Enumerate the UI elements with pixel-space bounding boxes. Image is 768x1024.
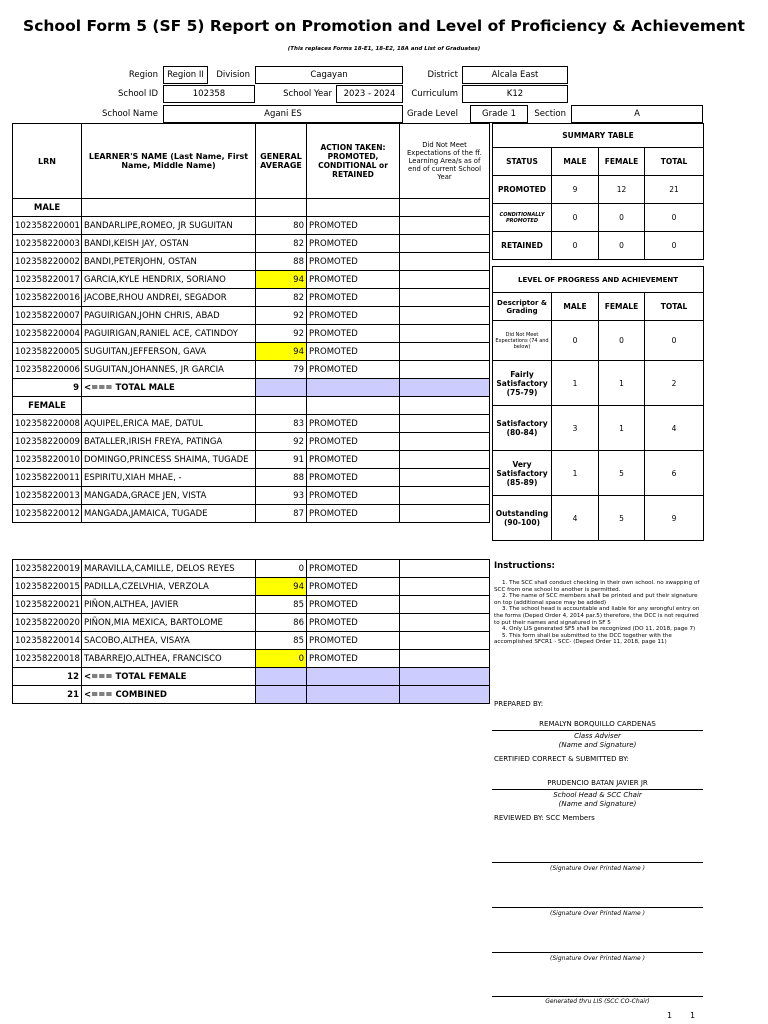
progress-total: 2 (645, 361, 704, 406)
learner-lrn: 102358220010 (13, 451, 82, 469)
learner-action: PROMOTED (307, 217, 400, 235)
learner-average: 85 (256, 596, 307, 614)
table-row (13, 505, 490, 523)
learner-action: PROMOTED (307, 361, 400, 379)
learner-action: PROMOTED (307, 271, 400, 289)
page-total: 1 (690, 1011, 696, 1020)
page-subtitle: (This replaces Forms 18-E1, 18-E2, 18A and List of Graduates) (287, 46, 481, 52)
learner-lrn: 102358220012 (13, 505, 82, 523)
table-row (13, 271, 490, 289)
progress-total: 9 (645, 496, 704, 541)
learner-action: PROMOTED (307, 596, 400, 614)
learner-name: SUGUITAN,JEFFERSON, GAVA (82, 343, 256, 361)
total-male-count: 9 (13, 379, 82, 397)
learner-action: PROMOTED (307, 560, 400, 578)
scc-signature-caption-2: (Signature Over Printed Name ) (550, 910, 645, 917)
instructions-list (494, 580, 702, 646)
scc-signature-line-2 (492, 907, 703, 908)
instruction-item: 4. Only LIS generated SF5 shall be recognized (DO 11, 2018, page 7) (502, 626, 696, 633)
table-row (13, 650, 490, 668)
learner-average: 92 (256, 307, 307, 325)
progress-descriptor: Outstanding (90-100) (493, 496, 552, 541)
progress-male: 0 (552, 321, 599, 361)
grade-level-field: Grade 1 (470, 105, 528, 123)
learner-not-met (400, 253, 490, 271)
learner-not-met (400, 650, 490, 668)
learner-name: PADILLA,CZELVHIA, VERZOLA (82, 578, 256, 596)
summary-female: 0 (599, 204, 645, 232)
learner-name: SUGUITAN,JOHANNES, JR GARCIA (82, 361, 256, 379)
learner-not-met (400, 632, 490, 650)
learner-lrn: 102358220002 (13, 253, 82, 271)
learner-not-met (400, 271, 490, 289)
district-field: Alcala East (462, 66, 568, 84)
scc-signature-line-3 (492, 952, 703, 953)
summary-row (493, 176, 704, 204)
instructions-title: Instructions: (494, 561, 555, 571)
curriculum-label: Curriculum (411, 89, 458, 99)
table-row (13, 596, 490, 614)
learner-action: PROMOTED (307, 451, 400, 469)
summary-status: CONDITIONALLY PROMOTED (493, 204, 552, 232)
table-row (13, 289, 490, 307)
learner-average: 0 (256, 560, 307, 578)
summary-male: 0 (552, 204, 599, 232)
progress-h-female: FEMALE (599, 293, 645, 321)
learner-lrn: 102358220016 (13, 289, 82, 307)
summary-row (493, 204, 704, 232)
learner-average: 82 (256, 289, 307, 307)
learner-name: PIÑON,ALTHEA, JAVIER (82, 596, 256, 614)
adviser-name: REMALYN BORQUILLO CARDENAS (539, 720, 656, 728)
learner-lrn: 102358220014 (13, 632, 82, 650)
summary-total: 0 (645, 204, 704, 232)
combined-count: 21 (13, 686, 82, 704)
summary-h-status: STATUS (493, 148, 552, 176)
instruction-item: 5. This form shall be submitted to the DCC together with the accomplished SFCR1 - SCC- (Deped Order 11, 2018, page 11) (494, 632, 672, 646)
summary-table (492, 123, 704, 260)
summary-h-male: MALE (552, 148, 599, 176)
table-row (13, 433, 490, 451)
learner-average: 92 (256, 325, 307, 343)
learner-not-met (400, 361, 490, 379)
certified-label: CERTIFIED CORRECT & SUBMITTED BY: (494, 755, 629, 763)
summary-rows (493, 176, 704, 260)
learner-average: 94 (256, 578, 307, 596)
adviser-sub: (Name and Signature) (558, 741, 637, 749)
learner-not-met (400, 433, 490, 451)
summary-female: 12 (599, 176, 645, 204)
learner-lrn: 102358220007 (13, 307, 82, 325)
progress-h-male: MALE (552, 293, 599, 321)
table-row (13, 451, 490, 469)
head-name: PRUDENCIO BATAN JAVIER JR (547, 779, 648, 787)
female-section-label: FEMALE (13, 397, 82, 415)
scc-signature-caption-3: (Signature Over Printed Name ) (550, 955, 645, 962)
learner-name: SACOBO,ALTHEA, VISAYA (82, 632, 256, 650)
learner-action: PROMOTED (307, 325, 400, 343)
grade-level-label: Grade Level (406, 109, 458, 119)
table-row (13, 560, 490, 578)
learner-action: PROMOTED (307, 487, 400, 505)
summary-male: 0 (552, 232, 599, 260)
table-row (13, 253, 490, 271)
generated-caption: Generated thru LIS (SCC CO-Chair) (545, 998, 650, 1005)
learner-action: PROMOTED (307, 469, 400, 487)
prepared-by-label: PREPARED BY: (494, 700, 544, 708)
summary-h-total: TOTAL (645, 148, 704, 176)
progress-female: 1 (599, 361, 645, 406)
progress-descriptor: Satisfactory (80-84) (493, 406, 552, 451)
learner-lrn: 102358220020 (13, 614, 82, 632)
scc-signature-line-1 (492, 862, 703, 863)
learner-not-met (400, 217, 490, 235)
learner-not-met (400, 487, 490, 505)
learner-lrn: 102358220008 (13, 415, 82, 433)
col-lrn: LRN (13, 124, 82, 199)
generated-line (492, 996, 703, 997)
learner-action: PROMOTED (307, 505, 400, 523)
learner-average: 82 (256, 235, 307, 253)
summary-status: RETAINED (493, 232, 552, 260)
female-rows-a (13, 415, 490, 523)
learner-average: 88 (256, 469, 307, 487)
learner-action: PROMOTED (307, 307, 400, 325)
summary-male: 9 (552, 176, 599, 204)
division-label: Division (216, 70, 250, 80)
school-id-field: 102358 (163, 85, 255, 103)
region-field: Region II (163, 66, 208, 84)
learner-lrn: 102358220005 (13, 343, 82, 361)
division-field: Cagayan (255, 66, 403, 84)
progress-total: 4 (645, 406, 704, 451)
progress-male: 1 (552, 451, 599, 496)
learner-action: PROMOTED (307, 578, 400, 596)
summary-total: 21 (645, 176, 704, 204)
learner-lrn: 102358220001 (13, 217, 82, 235)
school-name-field: Agani ES (163, 105, 403, 123)
progress-row (493, 361, 704, 406)
combined-label: <=== COMBINED (82, 686, 256, 704)
summary-female: 0 (599, 232, 645, 260)
summary-status: PROMOTED (493, 176, 552, 204)
table-row (13, 217, 490, 235)
summary-title: SUMMARY TABLE (493, 124, 704, 148)
progress-row (493, 496, 704, 541)
learner-name: PAGUIRIGAN,RANIEL ACE, CATINDOY (82, 325, 256, 343)
learner-not-met (400, 614, 490, 632)
progress-row (493, 451, 704, 496)
total-male-label: <=== TOTAL MALE (82, 379, 256, 397)
section-label: Section (534, 109, 566, 119)
learner-name: PIÑON,MIA MEXICA, BARTOLOME (82, 614, 256, 632)
learner-not-met (400, 596, 490, 614)
learner-not-met (400, 415, 490, 433)
learner-name: BANDARLIPE,ROMEO, JR SUGUITAN (82, 217, 256, 235)
district-label: District (427, 70, 458, 80)
table-row (13, 325, 490, 343)
learner-average: 79 (256, 361, 307, 379)
learner-not-met (400, 325, 490, 343)
learner-name: TABARREJO,ALTHEA, FRANCISCO (82, 650, 256, 668)
page-title: School Form 5 (SF 5) Report on Promotion and Level of Proficiency & Achievement (23, 17, 745, 35)
learners-table (12, 123, 490, 523)
female-rows-b (13, 560, 490, 668)
progress-descriptor: Did Not Meet Expectations (74 and below) (493, 321, 552, 361)
learner-name: BATALLER,IRISH FREYA, PATINGA (82, 433, 256, 451)
learner-not-met (400, 505, 490, 523)
learner-action: PROMOTED (307, 235, 400, 253)
learner-action: PROMOTED (307, 289, 400, 307)
progress-male: 4 (552, 496, 599, 541)
learner-average: 94 (256, 271, 307, 289)
learner-lrn: 102358220004 (13, 325, 82, 343)
school-year-label: School Year (283, 89, 332, 99)
learner-average: 92 (256, 433, 307, 451)
table-row (13, 578, 490, 596)
male-section-label: MALE (13, 199, 82, 217)
school-id-label: School ID (118, 89, 158, 99)
learner-average: 83 (256, 415, 307, 433)
summary-row (493, 232, 704, 260)
learner-average: 93 (256, 487, 307, 505)
learner-average: 88 (256, 253, 307, 271)
col-action: ACTION TAKEN: PROMOTED, CONDITIONAL or RETAINED (307, 124, 400, 199)
learner-action: PROMOTED (307, 253, 400, 271)
learner-lrn: 102358220018 (13, 650, 82, 668)
learner-name: BANDI,KEISH JAY, OSTAN (82, 235, 256, 253)
learner-average: 80 (256, 217, 307, 235)
adviser-signature-line (492, 730, 703, 731)
progress-descriptor: Fairly Satisfactory (75-79) (493, 361, 552, 406)
table-row (13, 361, 490, 379)
school-year-field: 2023 - 2024 (336, 85, 403, 103)
learner-lrn: 102358220009 (13, 433, 82, 451)
learner-name: MARAVILLA,CAMILLE, DELOS REYES (82, 560, 256, 578)
progress-row (493, 321, 704, 361)
col-not-met: Did Not Meet Expectations of the ff. Learning Area/s as of end of current School Year (400, 124, 490, 199)
learner-lrn: 102358220015 (13, 578, 82, 596)
head-role: School Head & SCC Chair (553, 791, 642, 799)
table-row (13, 632, 490, 650)
summary-h-female: FEMALE (599, 148, 645, 176)
head-sub: (Name and Signature) (558, 800, 637, 808)
table-row (13, 343, 490, 361)
progress-female: 5 (599, 496, 645, 541)
learner-lrn: 102358220006 (13, 361, 82, 379)
learner-lrn: 102358220003 (13, 235, 82, 253)
learner-name: JACOBE,RHOU ANDREI, SEGADOR (82, 289, 256, 307)
progress-row (493, 406, 704, 451)
learner-action: PROMOTED (307, 632, 400, 650)
progress-descriptor: Very Satisfactory (85-89) (493, 451, 552, 496)
progress-table (492, 266, 704, 541)
section-field: A (571, 105, 703, 123)
region-label: Region (128, 70, 158, 80)
instruction-item: 1. The SCC shall conduct checking in their own school. no swapping of SCC from one school to another is permitted. (494, 580, 700, 593)
learner-lrn: 102358220019 (13, 560, 82, 578)
table-row (13, 614, 490, 632)
instruction-item: 3. The school head is accountable and liable for any wrongful entry on the forms (Deped Order 4, 2014 par.5) therefore, the DCC is not required to put their names and signatured in SF 5 (494, 606, 700, 626)
scc-signature-caption-1: (Signature Over Printed Name ) (550, 865, 645, 872)
head-signature-line (492, 789, 703, 790)
progress-rows (493, 321, 704, 541)
summary-total: 0 (645, 232, 704, 260)
learner-not-met (400, 469, 490, 487)
learner-not-met (400, 307, 490, 325)
learner-average: 86 (256, 614, 307, 632)
learner-not-met (400, 451, 490, 469)
learner-name: GARCIA,KYLE HENDRIX, SORIANO (82, 271, 256, 289)
progress-male: 3 (552, 406, 599, 451)
table-row (13, 235, 490, 253)
instruction-item: 2. The name of SCC members shall be printed and put their signature on top (additional space may be added) (494, 593, 698, 606)
learners-table-continued (12, 559, 490, 704)
learner-not-met (400, 343, 490, 361)
school-name-label: School Name (102, 109, 158, 119)
learner-action: PROMOTED (307, 650, 400, 668)
learner-average: 94 (256, 343, 307, 361)
learner-name: DOMINGO,PRINCESS SHAIMA, TUGADE (82, 451, 256, 469)
table-row (13, 307, 490, 325)
progress-female: 1 (599, 406, 645, 451)
table-row (13, 487, 490, 505)
reviewed-label: REVIEWED BY: SCC Members (494, 814, 595, 822)
learner-not-met (400, 560, 490, 578)
total-female-label: <=== TOTAL FEMALE (82, 668, 256, 686)
progress-title: LEVEL OF PROGRESS AND ACHIEVEMENT (493, 267, 704, 293)
learner-action: PROMOTED (307, 433, 400, 451)
progress-female: 0 (599, 321, 645, 361)
learner-action: PROMOTED (307, 343, 400, 361)
progress-male: 1 (552, 361, 599, 406)
learner-name: MANGADA,GRACE JEN, VISTA (82, 487, 256, 505)
learner-average: 87 (256, 505, 307, 523)
col-name: LEARNER'S NAME (Last Name, First Name, Middle Name) (82, 124, 256, 199)
learner-name: MANGADA,JAMAICA, TUGADE (82, 505, 256, 523)
table-row (13, 469, 490, 487)
page-number: 1 (667, 1011, 673, 1020)
table-row (13, 415, 490, 433)
learner-name: AQUIPEL,ERICA MAE, DATUL (82, 415, 256, 433)
learner-average: 0 (256, 650, 307, 668)
total-female-count: 12 (13, 668, 82, 686)
progress-h-desc: Descriptor & Grading (493, 293, 552, 321)
learner-name: ESPIRITU,XIAH MHAE, - (82, 469, 256, 487)
learner-average: 85 (256, 632, 307, 650)
progress-total: 0 (645, 321, 704, 361)
col-average: GENERAL AVERAGE (256, 124, 307, 199)
progress-female: 5 (599, 451, 645, 496)
learner-name: BANDI,PETERJOHN, OSTAN (82, 253, 256, 271)
learner-lrn: 102358220013 (13, 487, 82, 505)
learner-action: PROMOTED (307, 415, 400, 433)
learner-average: 91 (256, 451, 307, 469)
learner-action: PROMOTED (307, 614, 400, 632)
learner-not-met (400, 578, 490, 596)
progress-total: 6 (645, 451, 704, 496)
curriculum-field: K12 (462, 85, 568, 103)
learner-not-met (400, 235, 490, 253)
adviser-role: Class Adviser (574, 732, 621, 740)
learner-lrn: 102358220017 (13, 271, 82, 289)
learner-lrn: 102358220011 (13, 469, 82, 487)
learner-name: PAGUIRIGAN,JOHN CHRIS, ABAD (82, 307, 256, 325)
progress-h-total: TOTAL (645, 293, 704, 321)
learner-lrn: 102358220021 (13, 596, 82, 614)
learner-not-met (400, 289, 490, 307)
male-rows (13, 217, 490, 379)
